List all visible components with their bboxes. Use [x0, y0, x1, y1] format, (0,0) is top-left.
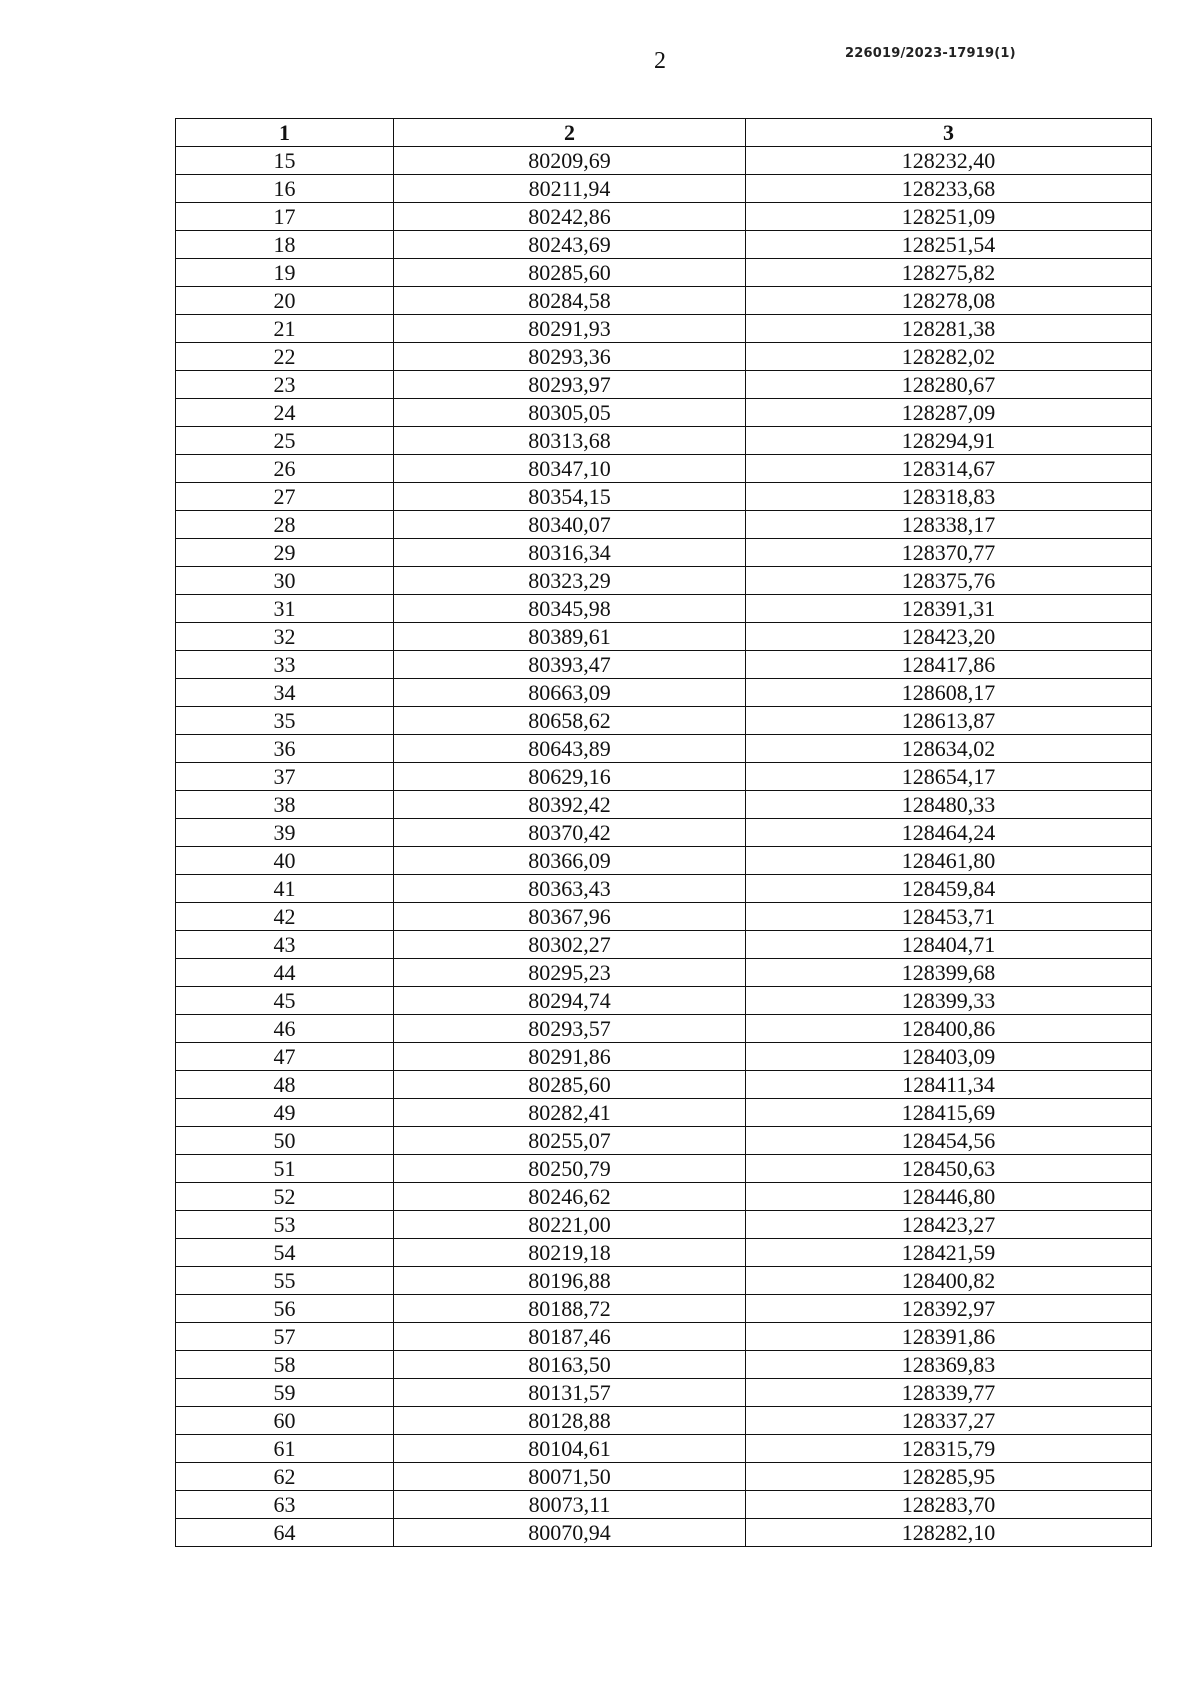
- point-number-cell: 30: [176, 567, 394, 595]
- point-number-cell: 35: [176, 707, 394, 735]
- point-number-cell: 27: [176, 483, 394, 511]
- coordinate-y-cell: 128251,09: [746, 203, 1152, 231]
- point-number-cell: 58: [176, 1351, 394, 1379]
- point-number-cell: 26: [176, 455, 394, 483]
- table-row: [176, 287, 1152, 315]
- point-number-cell: 25: [176, 427, 394, 455]
- coordinate-y-cell: 128404,71: [746, 931, 1152, 959]
- coordinate-x-cell: 80221,00: [394, 1211, 746, 1239]
- coordinate-y-cell: 128400,86: [746, 1015, 1152, 1043]
- table-row: [176, 679, 1152, 707]
- coordinate-x-cell: 80242,86: [394, 203, 746, 231]
- coordinate-x-cell: 80367,96: [394, 903, 746, 931]
- table-row: [176, 1015, 1152, 1043]
- coordinate-y-cell: 128464,24: [746, 819, 1152, 847]
- point-number-cell: 17: [176, 203, 394, 231]
- table-header-row: [176, 119, 1152, 147]
- table-row: [176, 1239, 1152, 1267]
- table-row: [176, 1099, 1152, 1127]
- coordinate-x-cell: 80363,43: [394, 875, 746, 903]
- coordinate-y-cell: 128634,02: [746, 735, 1152, 763]
- coordinate-x-cell: 80663,09: [394, 679, 746, 707]
- table-row: [176, 1323, 1152, 1351]
- coordinate-y-cell: 128423,27: [746, 1211, 1152, 1239]
- coordinate-y-cell: 128318,83: [746, 483, 1152, 511]
- coordinate-x-cell: 80291,93: [394, 315, 746, 343]
- table-row: [176, 427, 1152, 455]
- table-row: [176, 903, 1152, 931]
- coordinate-y-cell: 128392,97: [746, 1295, 1152, 1323]
- table-row: [176, 1379, 1152, 1407]
- coordinate-x-cell: 80658,62: [394, 707, 746, 735]
- coordinate-x-cell: 80246,62: [394, 1183, 746, 1211]
- point-number-cell: 36: [176, 735, 394, 763]
- page-number: 2: [654, 48, 666, 74]
- table-row: [176, 931, 1152, 959]
- point-number-cell: 63: [176, 1491, 394, 1519]
- table-row: [176, 1407, 1152, 1435]
- point-number-cell: 61: [176, 1435, 394, 1463]
- coordinate-y-cell: 128400,82: [746, 1267, 1152, 1295]
- coordinate-x-cell: 80293,97: [394, 371, 746, 399]
- table-row: [176, 791, 1152, 819]
- coordinate-x-cell: 80128,88: [394, 1407, 746, 1435]
- point-number-cell: 53: [176, 1211, 394, 1239]
- point-number-cell: 62: [176, 1463, 394, 1491]
- coordinate-y-cell: 128411,34: [746, 1071, 1152, 1099]
- table-body: [176, 147, 1152, 1547]
- coordinate-y-cell: 128399,33: [746, 987, 1152, 1015]
- point-number-cell: 57: [176, 1323, 394, 1351]
- coordinate-y-cell: 128415,69: [746, 1099, 1152, 1127]
- coordinate-y-cell: 128391,86: [746, 1323, 1152, 1351]
- point-number-cell: 48: [176, 1071, 394, 1099]
- coordinate-x-cell: 80163,50: [394, 1351, 746, 1379]
- coordinate-x-cell: 80188,72: [394, 1295, 746, 1323]
- table-row: [176, 875, 1152, 903]
- table-row: [176, 1491, 1152, 1519]
- point-number-cell: 32: [176, 623, 394, 651]
- coordinate-x-cell: 80071,50: [394, 1463, 746, 1491]
- coordinate-y-cell: 128369,83: [746, 1351, 1152, 1379]
- coordinate-y-cell: 128450,63: [746, 1155, 1152, 1183]
- table-row: [176, 511, 1152, 539]
- coordinate-x-cell: 80282,41: [394, 1099, 746, 1127]
- point-number-cell: 60: [176, 1407, 394, 1435]
- point-number-cell: 24: [176, 399, 394, 427]
- coordinate-y-cell: 128283,70: [746, 1491, 1152, 1519]
- coordinate-x-cell: 80131,57: [394, 1379, 746, 1407]
- column-header-1: 1: [176, 119, 394, 147]
- coordinate-x-cell: 80073,11: [394, 1491, 746, 1519]
- table-row: [176, 1295, 1152, 1323]
- point-number-cell: 18: [176, 231, 394, 259]
- table-row: [176, 987, 1152, 1015]
- coordinate-y-cell: 128370,77: [746, 539, 1152, 567]
- coordinate-x-cell: 80392,42: [394, 791, 746, 819]
- coordinate-x-cell: 80354,15: [394, 483, 746, 511]
- table-row: [176, 623, 1152, 651]
- point-number-cell: 39: [176, 819, 394, 847]
- coordinate-y-cell: 128282,10: [746, 1519, 1152, 1547]
- point-number-cell: 38: [176, 791, 394, 819]
- table-row: [176, 399, 1152, 427]
- table-row: [176, 203, 1152, 231]
- coordinate-y-cell: 128654,17: [746, 763, 1152, 791]
- coordinate-y-cell: 128294,91: [746, 427, 1152, 455]
- point-number-cell: 16: [176, 175, 394, 203]
- table-row: [176, 567, 1152, 595]
- coordinate-x-cell: 80370,42: [394, 819, 746, 847]
- coordinate-x-cell: 80643,89: [394, 735, 746, 763]
- coordinate-x-cell: 80211,94: [394, 175, 746, 203]
- point-number-cell: 31: [176, 595, 394, 623]
- point-number-cell: 50: [176, 1127, 394, 1155]
- table-row: [176, 259, 1152, 287]
- table-row: [176, 595, 1152, 623]
- coordinate-x-cell: 80393,47: [394, 651, 746, 679]
- coordinate-y-cell: 128423,20: [746, 623, 1152, 651]
- point-number-cell: 40: [176, 847, 394, 875]
- coordinate-x-cell: 80293,36: [394, 343, 746, 371]
- table-row: [176, 1519, 1152, 1547]
- coordinate-y-cell: 128446,80: [746, 1183, 1152, 1211]
- coordinate-x-cell: 80285,60: [394, 1071, 746, 1099]
- table-row: [176, 1183, 1152, 1211]
- coordinate-x-cell: 80285,60: [394, 259, 746, 287]
- coordinate-y-cell: 128421,59: [746, 1239, 1152, 1267]
- point-number-cell: 54: [176, 1239, 394, 1267]
- table-row: [176, 1211, 1152, 1239]
- point-number-cell: 44: [176, 959, 394, 987]
- table-row: [176, 1435, 1152, 1463]
- point-number-cell: 15: [176, 147, 394, 175]
- coordinate-x-cell: 80313,68: [394, 427, 746, 455]
- coordinate-y-cell: 128461,80: [746, 847, 1152, 875]
- point-number-cell: 22: [176, 343, 394, 371]
- coordinate-x-cell: 80293,57: [394, 1015, 746, 1043]
- coordinate-y-cell: 128453,71: [746, 903, 1152, 931]
- coordinate-x-cell: 80187,46: [394, 1323, 746, 1351]
- point-number-cell: 45: [176, 987, 394, 1015]
- coordinate-y-cell: 128251,54: [746, 231, 1152, 259]
- point-number-cell: 64: [176, 1519, 394, 1547]
- coordinate-x-cell: 80340,07: [394, 511, 746, 539]
- table-row: [176, 455, 1152, 483]
- table-row: [176, 651, 1152, 679]
- coordinate-y-cell: 128337,27: [746, 1407, 1152, 1435]
- coordinate-x-cell: 80294,74: [394, 987, 746, 1015]
- coordinate-y-cell: 128281,38: [746, 315, 1152, 343]
- coordinate-y-cell: 128613,87: [746, 707, 1152, 735]
- coordinate-x-cell: 80250,79: [394, 1155, 746, 1183]
- table-row: [176, 371, 1152, 399]
- coordinate-x-cell: 80323,29: [394, 567, 746, 595]
- table-row: [176, 1267, 1152, 1295]
- column-header-3: 3: [746, 119, 1152, 147]
- table-row: [176, 819, 1152, 847]
- coordinate-x-cell: 80316,34: [394, 539, 746, 567]
- table-row: [176, 1155, 1152, 1183]
- coordinate-y-cell: 128232,40: [746, 147, 1152, 175]
- point-number-cell: 49: [176, 1099, 394, 1127]
- table-row: [176, 763, 1152, 791]
- coordinate-y-cell: 128314,67: [746, 455, 1152, 483]
- coordinate-x-cell: 80104,61: [394, 1435, 746, 1463]
- point-number-cell: 59: [176, 1379, 394, 1407]
- coordinates-table: [175, 118, 1152, 1547]
- coordinate-x-cell: 80196,88: [394, 1267, 746, 1295]
- coordinate-y-cell: 128287,09: [746, 399, 1152, 427]
- table-row: [176, 735, 1152, 763]
- point-number-cell: 37: [176, 763, 394, 791]
- point-number-cell: 51: [176, 1155, 394, 1183]
- table-row: [176, 1043, 1152, 1071]
- table-row: [176, 959, 1152, 987]
- coordinate-x-cell: 80295,23: [394, 959, 746, 987]
- coordinate-y-cell: 128282,02: [746, 343, 1152, 371]
- point-number-cell: 42: [176, 903, 394, 931]
- point-number-cell: 19: [176, 259, 394, 287]
- coordinate-y-cell: 128233,68: [746, 175, 1152, 203]
- point-number-cell: 56: [176, 1295, 394, 1323]
- table-row: [176, 539, 1152, 567]
- table-row: [176, 1463, 1152, 1491]
- point-number-cell: 20: [176, 287, 394, 315]
- coordinate-x-cell: 80243,69: [394, 231, 746, 259]
- point-number-cell: 47: [176, 1043, 394, 1071]
- point-number-cell: 55: [176, 1267, 394, 1295]
- table-row: [176, 343, 1152, 371]
- table-row: [176, 483, 1152, 511]
- table-row: [176, 147, 1152, 175]
- coordinate-y-cell: 128399,68: [746, 959, 1152, 987]
- coordinate-y-cell: 128391,31: [746, 595, 1152, 623]
- coordinate-x-cell: 80284,58: [394, 287, 746, 315]
- coordinate-y-cell: 128315,79: [746, 1435, 1152, 1463]
- point-number-cell: 34: [176, 679, 394, 707]
- table-row: [176, 1351, 1152, 1379]
- coordinate-x-cell: 80366,09: [394, 847, 746, 875]
- point-number-cell: 41: [176, 875, 394, 903]
- coordinate-y-cell: 128454,56: [746, 1127, 1152, 1155]
- coordinate-y-cell: 128338,17: [746, 511, 1152, 539]
- document-reference: 226019/2023-17919(1): [845, 46, 1016, 61]
- point-number-cell: 43: [176, 931, 394, 959]
- coordinate-x-cell: 80305,05: [394, 399, 746, 427]
- coordinate-x-cell: 80255,07: [394, 1127, 746, 1155]
- table-header: [176, 119, 1152, 147]
- coordinate-y-cell: 128285,95: [746, 1463, 1152, 1491]
- coordinate-x-cell: 80219,18: [394, 1239, 746, 1267]
- coordinate-y-cell: 128480,33: [746, 791, 1152, 819]
- coordinate-y-cell: 128403,09: [746, 1043, 1152, 1071]
- coordinate-y-cell: 128459,84: [746, 875, 1152, 903]
- coordinate-y-cell: 128608,17: [746, 679, 1152, 707]
- table-row: [176, 315, 1152, 343]
- point-number-cell: 23: [176, 371, 394, 399]
- point-number-cell: 21: [176, 315, 394, 343]
- coordinate-x-cell: 80209,69: [394, 147, 746, 175]
- point-number-cell: 33: [176, 651, 394, 679]
- point-number-cell: 52: [176, 1183, 394, 1211]
- table-row: [176, 1071, 1152, 1099]
- coordinate-y-cell: 128280,67: [746, 371, 1152, 399]
- coordinate-y-cell: 128417,86: [746, 651, 1152, 679]
- table-row: [176, 847, 1152, 875]
- point-number-cell: 29: [176, 539, 394, 567]
- column-header-2: 2: [394, 119, 746, 147]
- coordinate-x-cell: 80291,86: [394, 1043, 746, 1071]
- coordinate-x-cell: 80629,16: [394, 763, 746, 791]
- coordinate-x-cell: 80347,10: [394, 455, 746, 483]
- table-row: [176, 1127, 1152, 1155]
- coordinate-x-cell: 80389,61: [394, 623, 746, 651]
- coordinate-x-cell: 80070,94: [394, 1519, 746, 1547]
- point-number-cell: 46: [176, 1015, 394, 1043]
- coordinate-y-cell: 128278,08: [746, 287, 1152, 315]
- point-number-cell: 28: [176, 511, 394, 539]
- table-row: [176, 175, 1152, 203]
- table-row: [176, 231, 1152, 259]
- coordinate-y-cell: 128275,82: [746, 259, 1152, 287]
- table-row: [176, 707, 1152, 735]
- coordinate-x-cell: 80345,98: [394, 595, 746, 623]
- coordinate-x-cell: 80302,27: [394, 931, 746, 959]
- coordinate-y-cell: 128375,76: [746, 567, 1152, 595]
- coordinate-y-cell: 128339,77: [746, 1379, 1152, 1407]
